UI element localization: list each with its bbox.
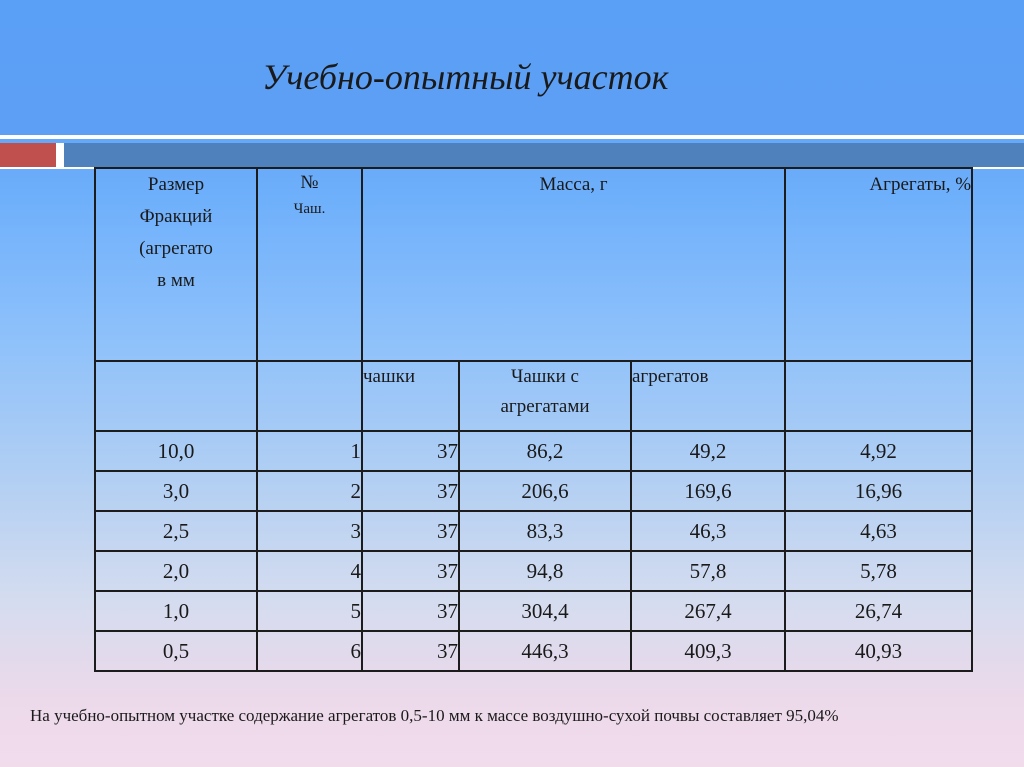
cell-cup: 37 (362, 511, 459, 551)
cell-num: 1 (257, 431, 362, 471)
cell-pct: 4,63 (785, 511, 972, 551)
cell-size: 0,5 (95, 631, 257, 671)
cell-cup: 37 (362, 431, 459, 471)
cell-size: 2,5 (95, 511, 257, 551)
cell-cup-agg: 304,4 (459, 591, 631, 631)
header-size-line3: (агрегато (139, 238, 213, 259)
cell-cup-agg: 86,2 (459, 431, 631, 471)
header-divider (0, 135, 1024, 139)
cell-cup-agg: 206,6 (459, 471, 631, 511)
header-fraction-size (95, 168, 257, 361)
table-row (95, 471, 972, 511)
slide-title: Учебно-опытный участок (262, 57, 669, 97)
header-cup-number (257, 168, 362, 361)
accent-bar-gap (56, 143, 64, 167)
cell-cup-agg: 83,3 (459, 511, 631, 551)
cell-num: 4 (257, 551, 362, 591)
table-row (95, 631, 972, 671)
table-row (95, 591, 972, 631)
cell-size: 1,0 (95, 591, 257, 631)
cell-cup: 37 (362, 591, 459, 631)
header-aggregates-percent: Агрегаты, % (785, 168, 972, 361)
cell-num: 5 (257, 591, 362, 631)
table-row (95, 551, 972, 591)
summary-footnote: На учебно-опытном участке содержание агрегатов 0,5-10 мм к массе воздушно-сухой почвы составляет 95,04% (30, 706, 839, 725)
cell-cup-agg: 94,8 (459, 551, 631, 591)
cell-size: 10,0 (95, 431, 257, 471)
subheader-cupsagg-line1: Чашки с (511, 366, 579, 387)
header-size-line1: Размер (147, 174, 205, 195)
header-size-line2: Фракций (139, 206, 213, 227)
cell-cup: 37 (362, 471, 459, 511)
cell-cup: 37 (362, 631, 459, 671)
cell-cup: 37 (362, 551, 459, 591)
header-size-line4: в мм (157, 270, 195, 291)
cell-pct: 16,96 (785, 471, 972, 511)
cell-num: 6 (257, 631, 362, 671)
cell-pct: 4,92 (785, 431, 972, 471)
cell-num: 2 (257, 471, 362, 511)
accent-bar-blue (64, 143, 1024, 167)
cell-size: 3,0 (95, 471, 257, 511)
header-num-abbr: Чаш. (293, 201, 326, 217)
cell-agg: 169,6 (631, 471, 785, 511)
cell-pct: 5,78 (785, 551, 972, 591)
accent-bar-red (0, 143, 56, 167)
cell-agg: 46,3 (631, 511, 785, 551)
cell-agg: 57,8 (631, 551, 785, 591)
cell-pct: 40,93 (785, 631, 972, 671)
aggregates-table (94, 167, 973, 672)
cell-size: 2,0 (95, 551, 257, 591)
table-subheader-row (95, 361, 972, 431)
cell-num: 3 (257, 511, 362, 551)
subheader-empty-num (257, 361, 362, 431)
table-row (95, 431, 972, 471)
table-row (95, 511, 972, 551)
cell-agg: 49,2 (631, 431, 785, 471)
subheader-aggregates: агрегатов (631, 361, 785, 431)
subheader-empty-size (95, 361, 257, 431)
header-mass: Масса, г (362, 168, 785, 361)
cell-agg: 409,3 (631, 631, 785, 671)
cell-cup-agg: 446,3 (459, 631, 631, 671)
subheader-empty-pct (785, 361, 972, 431)
subheader-cupsagg-line2: агрегатами (500, 396, 590, 417)
cell-pct: 26,74 (785, 591, 972, 631)
subheader-cups: чашки (362, 361, 459, 431)
table-header-row (95, 168, 972, 361)
header-num-symbol: № (300, 172, 319, 193)
subheader-cups-with-aggregates (459, 361, 631, 431)
cell-agg: 267,4 (631, 591, 785, 631)
